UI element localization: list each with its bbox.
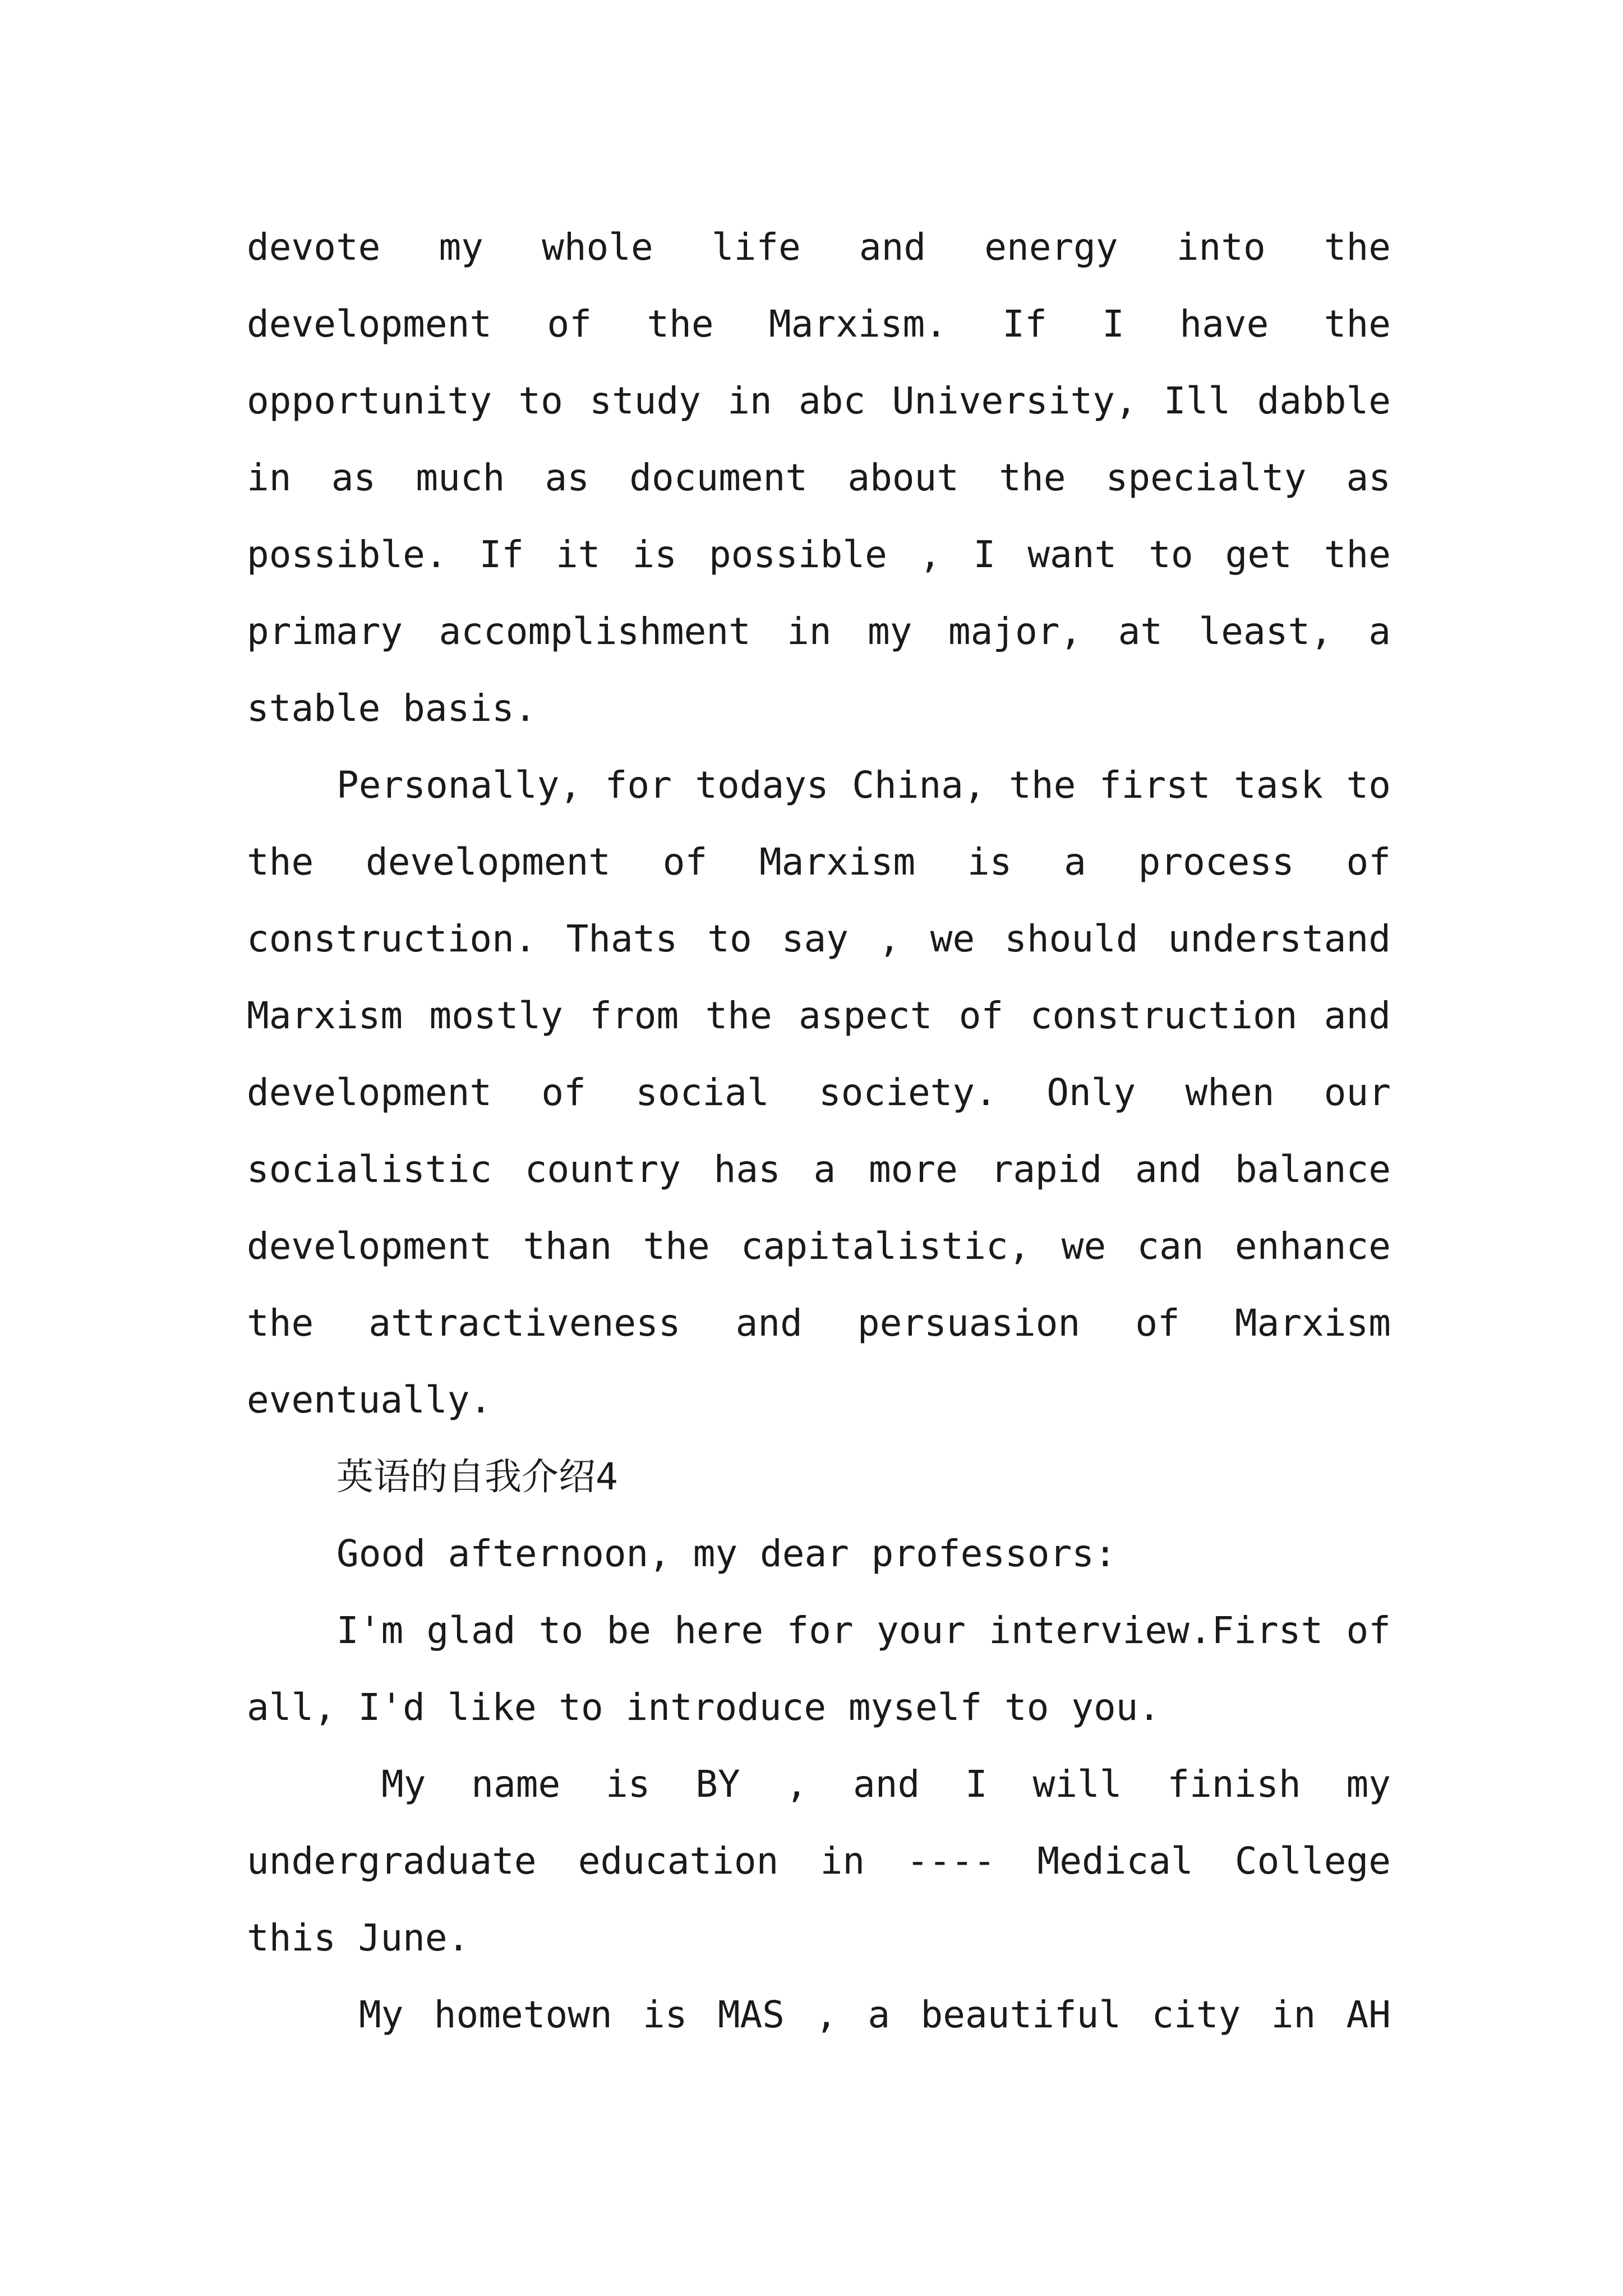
section-heading: 英语的自我介绍4 bbox=[336, 1455, 618, 1498]
paragraph-greeting: Good afternoon, my dear professors: bbox=[336, 1532, 1117, 1575]
paragraph-name-education: My name is BY , and I will finish my undergraduate education in ---- Medical College this June. bbox=[247, 1763, 1391, 1959]
paragraph-interview-intro: I'm glad to be here for your interview.First of all, I'd like to introduce myself to you. bbox=[247, 1609, 1391, 1729]
document-body bbox=[247, 209, 1391, 2053]
paragraph-marxism-construction: Personally, for todays China, the first task to the development of Marxism is a process of construction. Thats to say , we should understand Marxism mostly from the aspect of construction and development of social society. Only when our socialistic country has a more rapid and balance development than the capitalistic, we can enhance the attractiveness and persuasion of Marxism eventually. bbox=[247, 763, 1391, 1421]
paragraph-hometown: My hometown is MAS , a beautiful city in AH bbox=[359, 1993, 1391, 2036]
paragraph-marxism-devotion: devote my whole life and energy into the development of the Marxism. If I have the opportunity to study in abc University, Ill dabble in as much as document about the specialty as possible. If it is possible , I want to get the primary accomplishment in my major, at least, a stable basis. bbox=[247, 226, 1391, 730]
